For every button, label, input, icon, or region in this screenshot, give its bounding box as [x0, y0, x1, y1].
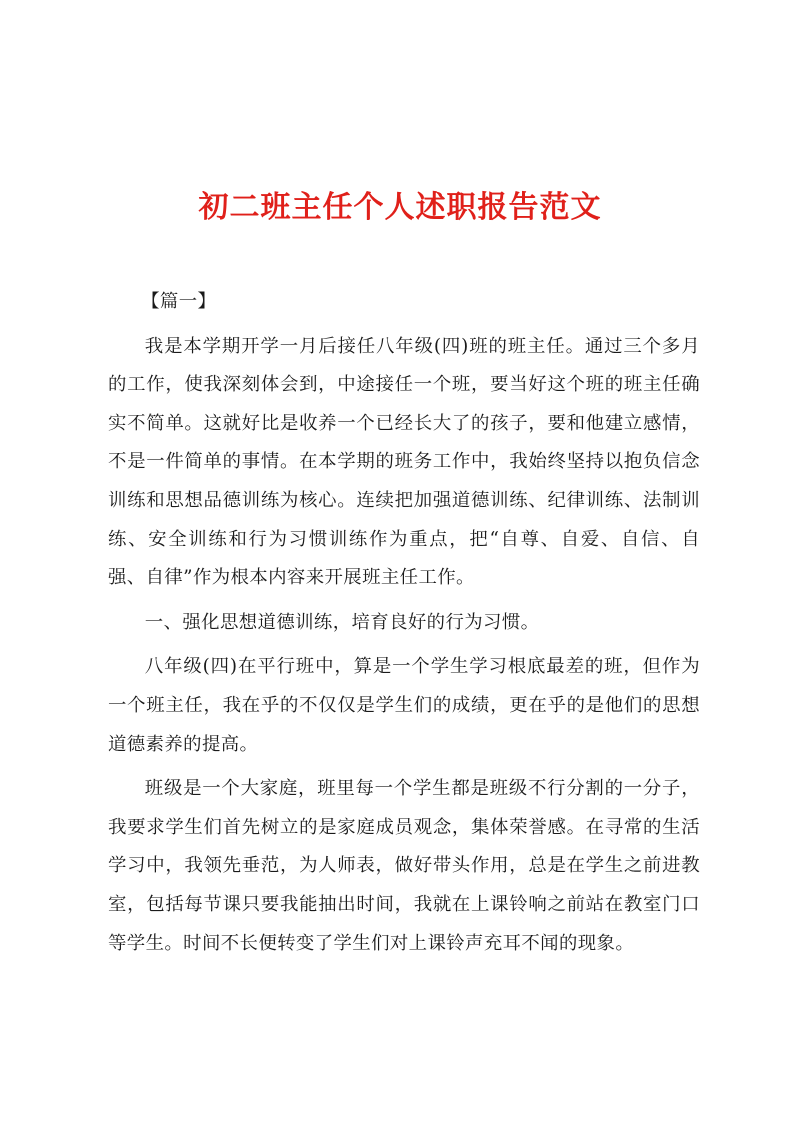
- paragraph-class-family: 班级是一个大家庭，班里每一个学生都是班级不行分割的一分子，我要求学生们首先树立的是家庭成员观念，集体荣誉感。在寻常的生活学习中，我领先垂范，为人师表，做好带头作用，总是在学生之前进教室，包括每节课只要我能抽出时间，我就在上课铃响之前站在教室门口等学生。时间不长便转变了学生们对上课铃声充耳不闻的现象。: [108, 778, 700, 954]
- paragraph-heading-1: 一、强化思想道德训练，培育良好的行为习惯。: [144, 611, 540, 633]
- paragraph-intro: 我是本学期开学一月后接任八年级(四)班的班主任。通过三个多月的工作，使我深刻体会到，中途接任一个班，要当好这个班的班主任确实不简单。这就好比是收养一个已经长大了的孩子，要和他建立感情，不是一件简单的事情。在本学期的班务工作中，我始终坚持以抱负信念训练和思想品德训练为核心。连续把加强道德训练、纪律训练、法制训练、安全训练和行为习惯训练作为重点，把“自尊、自爱、自信、自强、自律”作为根本内容来开展班主任工作。: [108, 335, 700, 589]
- section-label: 【篇一】: [141, 291, 217, 312]
- paragraph-class-status: 八年级(四)在平行班中，算是一个学生学习根底最差的班，但作为一个班主任，我在乎的不仅仅是学生们的成绩，更在乎的是他们的思想道德素养的提高。: [108, 656, 700, 755]
- page-title: 初二班主任个人述职报告范文: [198, 190, 602, 226]
- document-body: [108, 283, 700, 963]
